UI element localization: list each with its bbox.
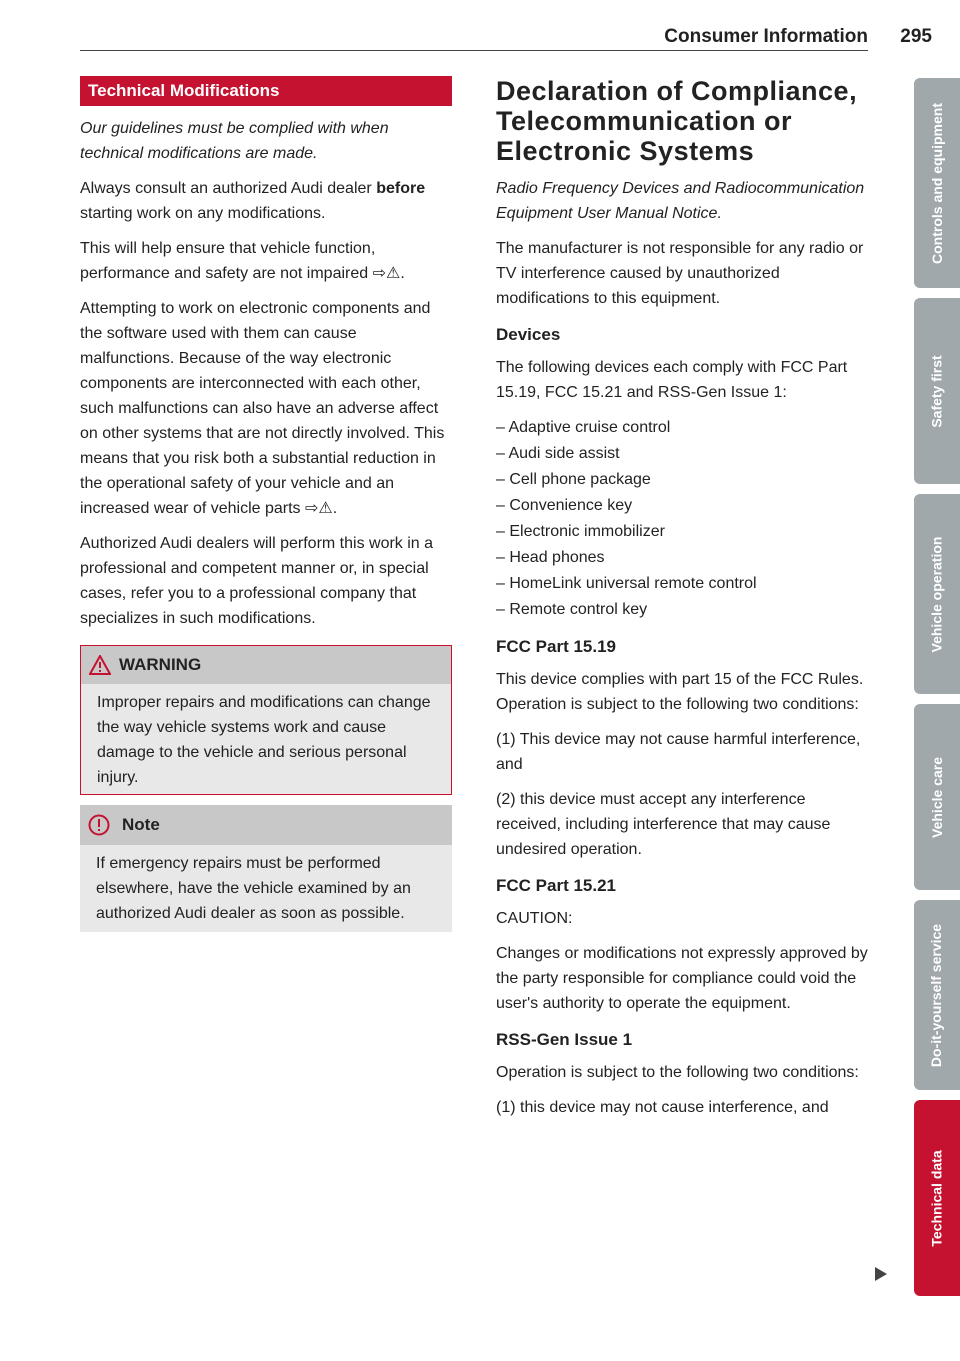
list-item: – Remote control key (496, 601, 648, 618)
fcc-15-19-condition-1: (1) This device may not cause harmful interference, and (496, 731, 861, 773)
right-column (496, 76, 872, 1130)
intro-text: Our guidelines must be complied with when technical modifications are made. (80, 120, 389, 162)
heading-rss-gen: RSS-Gen Issue 1 (496, 1030, 633, 1049)
paragraph-electronic-components: Attempting to work on electronic components and the software used with them can cause malfunctions. Because of the way electronic components are interconnected with each other, such malfunctions can also have an adverse affect on other systems that are not directly involved. This means that you risk both a substantial reduction in the operational safety of your vehicle and an increased wear of vehicle parts ⇨⚠. (80, 300, 445, 517)
tab-do-it-yourself-service[interactable]: Do-it-yourself service (914, 900, 960, 1090)
paragraph-manufacturer: The manufacturer is not responsible for any radio or TV interference caused by unauthorized modifications to this equipment. (496, 240, 864, 307)
warning-triangle-icon (89, 655, 111, 675)
section-title-technical-modifications: Technical Modifications (80, 76, 452, 106)
list-item: – Head phones (496, 549, 605, 566)
paragraph-authorized-dealers: Authorized Audi dealers will perform this work in a professional and competent manner or, in special cases, refer you to a professional company that specializes in such modifications. (80, 535, 434, 627)
devices-list (496, 415, 872, 623)
tab-technical-data[interactable]: Technical data (914, 1100, 960, 1296)
list-item: – Cell phone package (496, 471, 651, 488)
list-item: – Audi side assist (496, 445, 620, 462)
paragraph-consult-dealer: Always consult an authorized Audi dealer before starting work on any modifications. (80, 180, 426, 222)
tab-vehicle-operation[interactable]: Vehicle operation (914, 494, 960, 694)
note-box (80, 805, 452, 932)
note-text: If emergency repairs must be performed elsewhere, have the vehicle examined by an authorized Audi dealer as soon as possible. (96, 855, 411, 922)
declaration-intro: Radio Frequency Devices and Radiocommunication Equipment User Manual Notice. (496, 180, 865, 222)
rss-gen-condition-1: (1) this device may not cause interference, and (496, 1099, 829, 1116)
tab-controls-and-equipment[interactable]: Controls and equipment (914, 78, 960, 288)
rss-gen-text: Operation is subject to the following two conditions: (496, 1064, 859, 1081)
header-rule (80, 50, 868, 51)
fcc-15-19-text: This device complies with part 15 of the FCC Rules. Operation is subject to the following two conditions: (496, 671, 864, 713)
warning-ref-icon: ⚠ (318, 500, 333, 517)
left-column (80, 76, 452, 932)
heading-fcc-15-19: FCC Part 15.19 (496, 637, 616, 656)
note-label: Note (122, 815, 160, 834)
warning-ref-icon: ⚠ (386, 265, 401, 282)
fcc-15-21-caution: CAUTION: (496, 910, 573, 927)
paragraph-function-safety: This will help ensure that vehicle function, performance and safety are not impaired ⇨⚠. (80, 240, 405, 282)
fcc-15-21-text: Changes or modifications not expressly approved by the party responsible for compliance could void the user's authority to operate the equipment. (496, 945, 868, 1012)
declaration-title: Declaration of Compliance, Telecommunication or Electronic Systems (496, 76, 858, 166)
tab-safety-first[interactable]: Safety first (914, 298, 960, 484)
heading-fcc-15-21: FCC Part 15.21 (496, 876, 616, 895)
list-item: – Convenience key (496, 497, 633, 514)
devices-intro: The following devices each comply with FCC Part 15.19, FCC 15.21 and RSS-Gen Issue 1: (496, 359, 848, 401)
list-item: – Adaptive cruise control (496, 419, 671, 436)
continue-arrow-icon (874, 1266, 888, 1282)
note-header (80, 805, 452, 845)
warning-label: WARNING (119, 655, 202, 674)
list-item: – Electronic immobilizer (496, 523, 665, 540)
fcc-15-19-condition-2: (2) this device must accept any interference received, including interference that may cause undesired operation. (496, 791, 831, 858)
warning-header (81, 646, 451, 684)
list-item: – HomeLink universal remote control (496, 575, 757, 592)
info-circle-icon (88, 814, 110, 836)
tab-vehicle-care[interactable]: Vehicle care (914, 704, 960, 890)
running-header-section: Consumer Information (664, 26, 868, 47)
page-number: 295 (900, 26, 932, 47)
warning-text: Improper repairs and modifications can change the way vehicle systems work and cause damage to the vehicle and serious personal injury. (97, 694, 431, 786)
warning-box (80, 645, 452, 795)
heading-devices: Devices (496, 325, 561, 344)
